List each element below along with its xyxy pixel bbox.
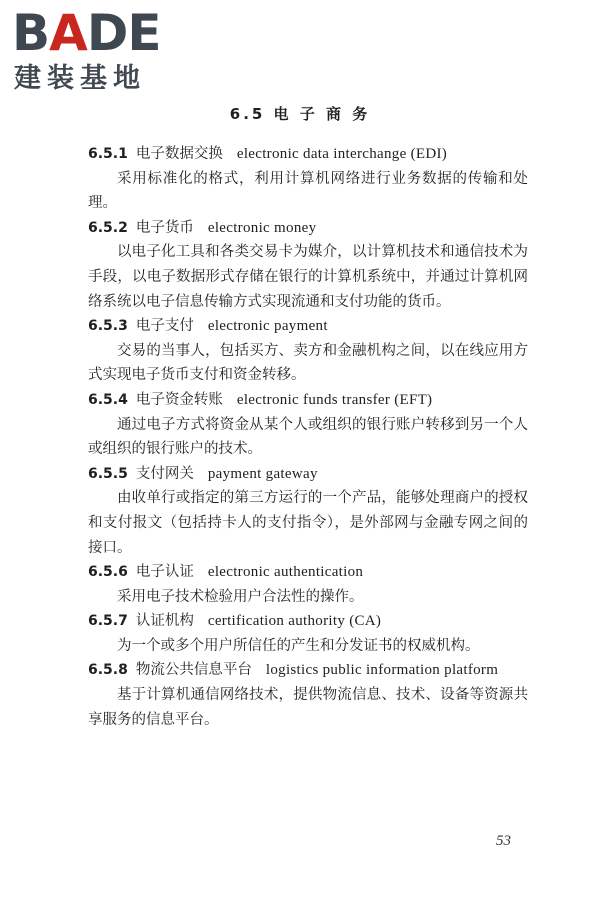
entry-term-english: electronic money: [207, 219, 317, 236]
entry-heading: [88, 462, 528, 487]
entry-number: 6.5.6: [88, 564, 128, 581]
entry-number: 6.5.5: [88, 465, 128, 482]
entry-term-english: logistics public information platform: [265, 662, 499, 679]
glossary-entry: [88, 658, 528, 732]
logo-letter-a-accent: A: [49, 4, 87, 62]
logo-subtitle: 建装基地: [14, 63, 146, 94]
entry-number: 6.5.2: [88, 219, 128, 236]
entry-term-chinese: 电子资金转账: [135, 391, 223, 408]
entry-term-english: certification authority (CA): [207, 613, 382, 630]
entry-definition: 为一个或多个用户所信任的产生和分发证书的权威机构。: [117, 637, 480, 654]
entry-number: 6.5.3: [88, 318, 128, 335]
entry-heading: [88, 609, 528, 634]
entry-heading: [88, 216, 528, 241]
entry-definition: 采用标准化的格式，利用计算机网络进行业务数据的传输和处理。: [88, 170, 528, 212]
entry-heading: [88, 142, 528, 167]
logo-wordmark: [12, 4, 161, 62]
entry-heading: [88, 560, 528, 585]
entry-definition: 基于计算机通信网络技术，提供物流信息、技术、设备等资源共享服务的信息平台。: [88, 687, 528, 728]
glossary-entry: [88, 142, 528, 216]
glossary-entry: [88, 609, 528, 658]
entry-number: 6.5.4: [88, 391, 128, 408]
entry-term-chinese: 支付网关: [135, 465, 194, 482]
glossary-entry: [88, 462, 528, 560]
entry-term-english: electronic payment: [207, 318, 328, 335]
entry-term-chinese: 电子货币: [135, 219, 194, 236]
entry-definition: 交易的当事人，包括买方、卖方和金融机构之间，以在线应用方式实现电子货币支付和资金转移。: [88, 342, 528, 384]
entry-definition: 通过电子方式将资金从某个人或组织的银行账户转移到另一个人或组织的银行账户的技术。: [88, 416, 528, 458]
logo-letters-de: DE: [86, 4, 161, 62]
entry-term-english: payment gateway: [207, 465, 318, 482]
entry-heading: [88, 314, 528, 339]
glossary-entry: [88, 314, 528, 388]
entry-term-chinese: 电子支付: [135, 318, 194, 335]
entry-number: 6.5.7: [88, 613, 128, 630]
entry-number: 6.5.1: [88, 146, 128, 162]
entry-term-english: electronic data interchange (EDI): [236, 146, 448, 162]
entry-definition: 由收单行或指定的第三方运行的一个产品，能够处理商户的授权和支付报文（包括持卡人的支付指令），是外部网与金融专网之间的接口。: [88, 490, 528, 556]
glossary-entry: [88, 388, 528, 462]
entry-term-chinese: 电子认证: [135, 564, 194, 581]
glossary-entry: [88, 216, 528, 314]
glossary-entry: [88, 560, 528, 609]
entry-heading: [88, 658, 528, 683]
entry-term-chinese: 认证机构: [135, 613, 194, 630]
entry-definition: 以电子化工具和各类交易卡为媒介，以计算机技术和通信技术为手段，以电子数据形式存储在银行的计算机系统中，并通过计算机网络系统以电子信息传输方式实现流通和支付功能的货币。: [88, 244, 528, 310]
entry-term-english: electronic funds transfer (EFT): [236, 391, 433, 408]
entry-number: 6.5.8: [88, 662, 128, 679]
entry-term-english: electronic authentication: [207, 564, 364, 581]
entry-term-chinese: 电子数据交换: [135, 146, 223, 162]
entry-term-chinese: 物流公共信息平台: [135, 662, 252, 679]
section-title: 6.5 电 子 商 务: [229, 105, 371, 123]
entry-heading: [88, 388, 528, 413]
entry-definition: 采用电子技术检验用户合法性的操作。: [117, 588, 364, 605]
bade-logo: [12, 4, 177, 98]
page-number: 53: [496, 833, 511, 849]
logo-letter-b: B: [12, 4, 50, 62]
glossary-entries: [88, 142, 528, 732]
